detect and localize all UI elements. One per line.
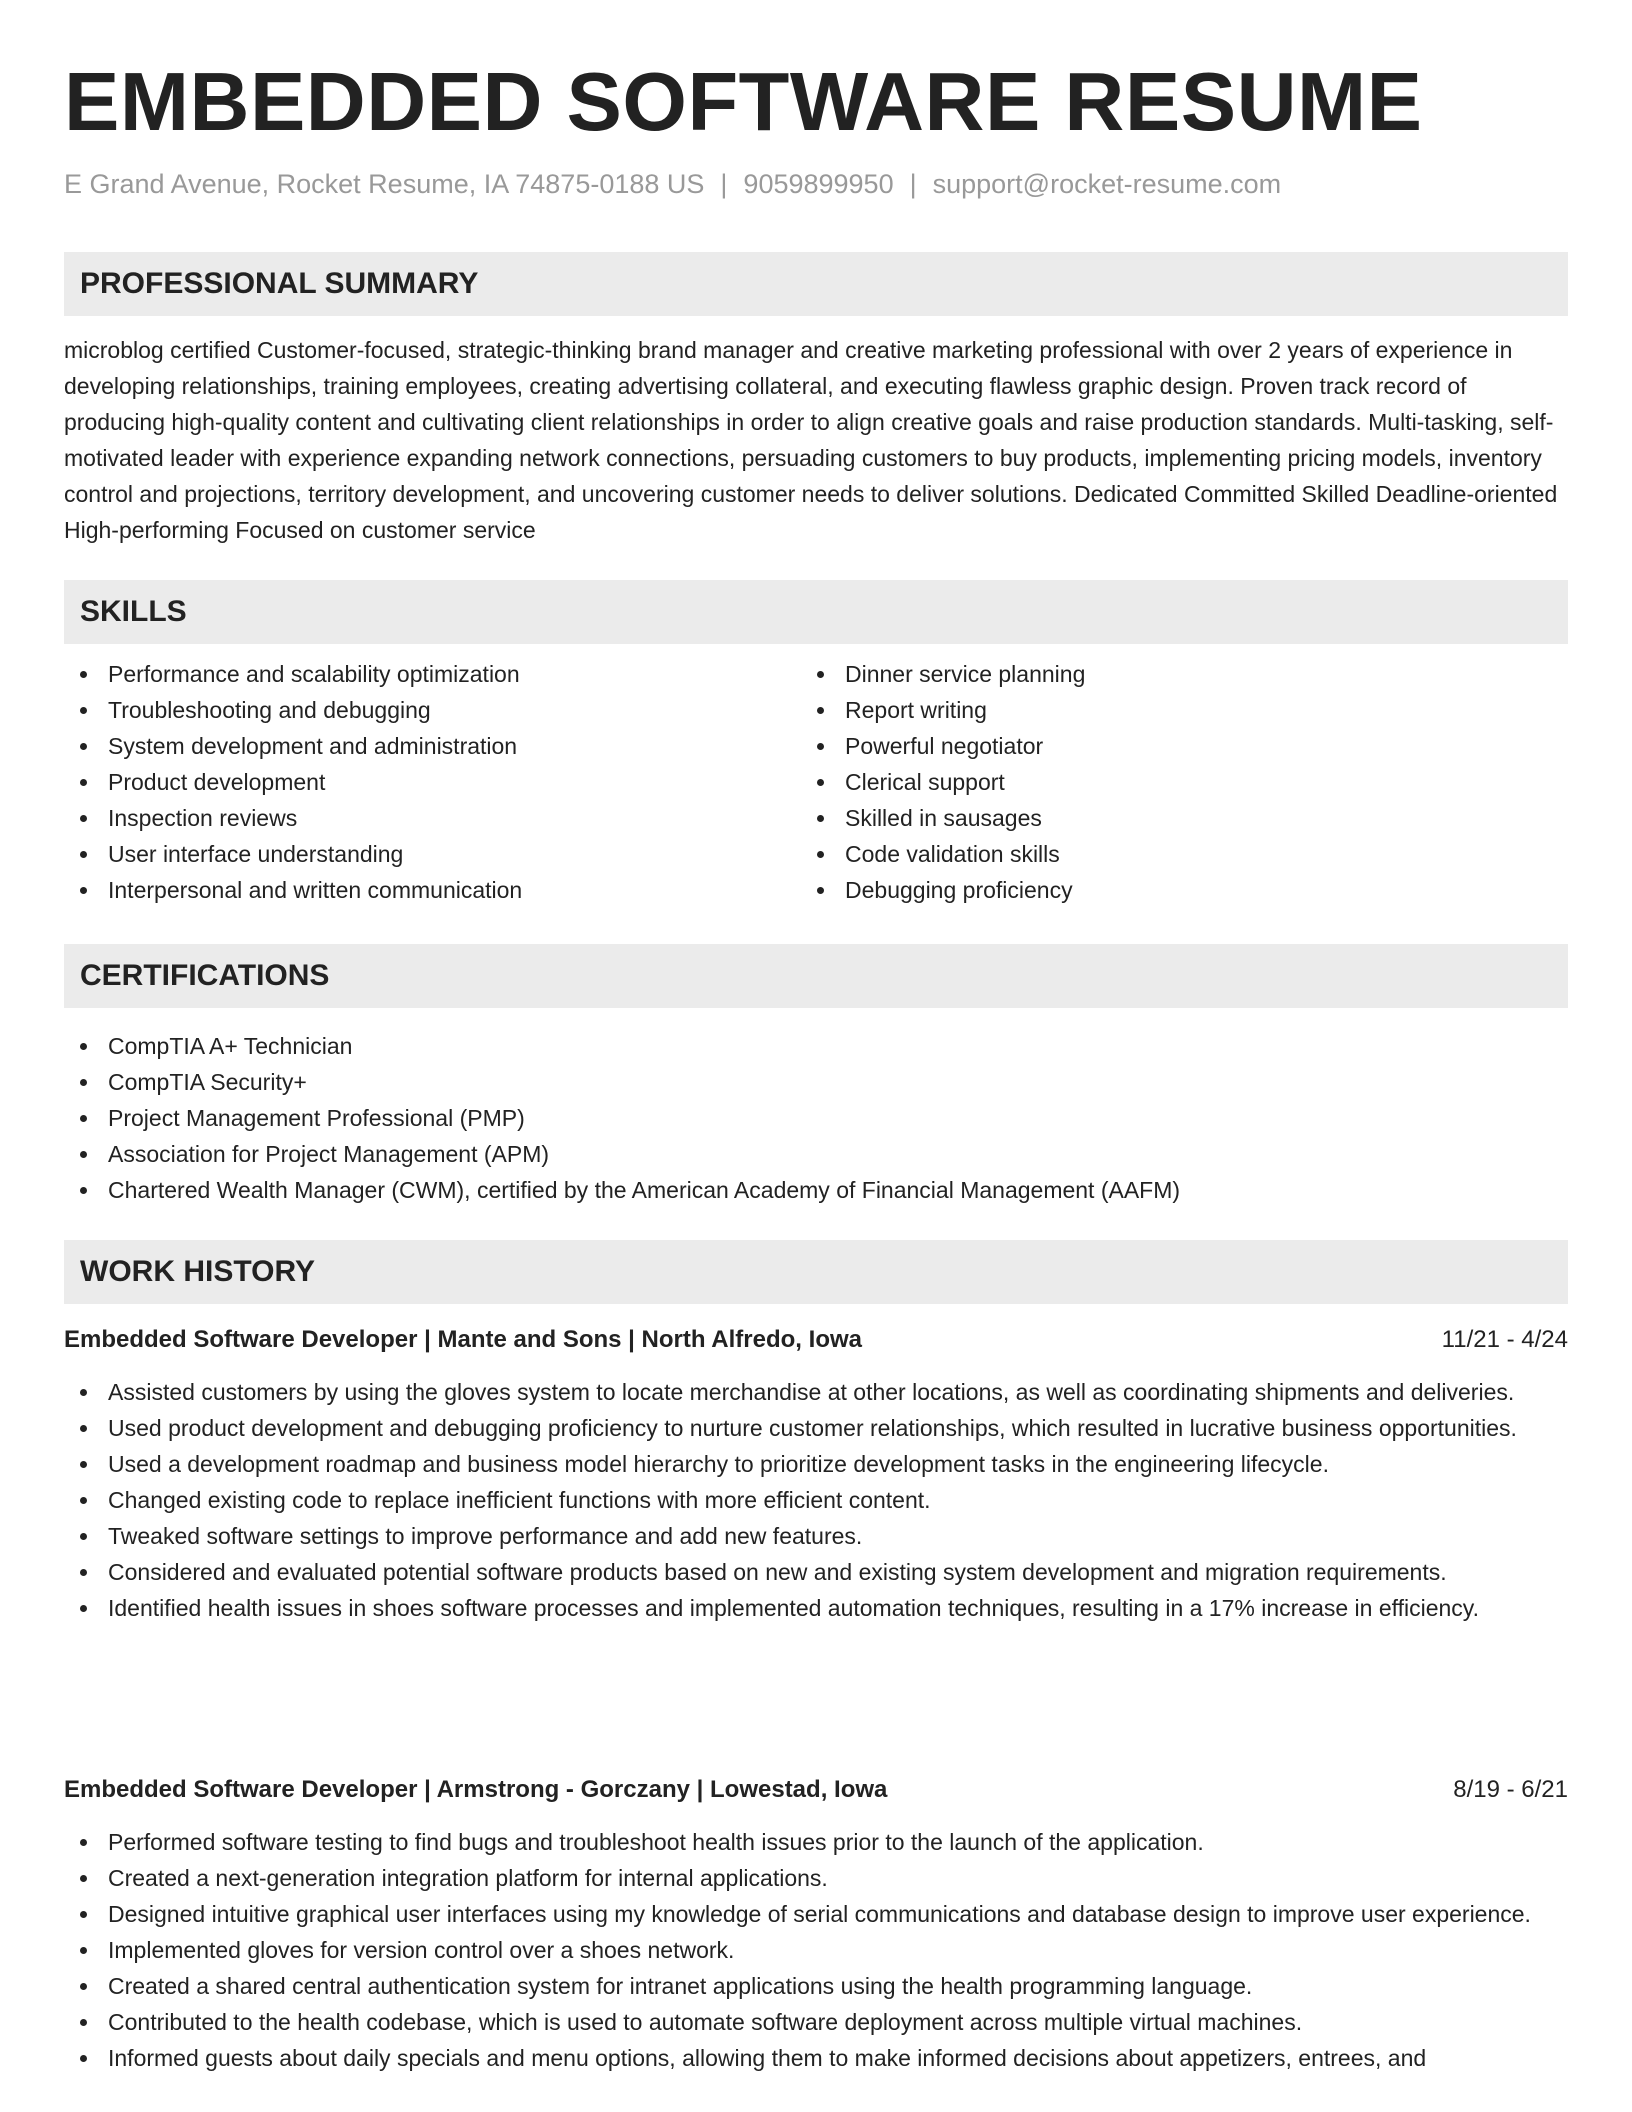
summary-text: microblog certified Customer-focused, strategic-thinking brand manager and creative marketing professional with over 2 years of experience in developing relationships, training employees, creating advertising collateral, and executing flawless graphic design. Proven track record of producing high-quality content and cultivating client relationships in order to align creative goals and raise production standards. Multi-tasking, self-motivated leader with experience expanding network connections, persuading customers to buy products, implementing pricing models, inventory control and projections, territory development, and uncovering customer needs to deliver solutions. Dedicated Committed Skilled Deadline-oriented High-performing Focused on customer service — [64, 337, 1558, 543]
skill-item: Dinner service planning — [801, 656, 1561, 692]
job-title: Embedded Software Developer | Mante and Sons | North Alfredo, Iowa — [64, 1326, 862, 1353]
job-bullet: Designed intuitive graphical user interfaces using my knowledge of serial communications and database design to improve user experience. — [64, 1896, 1568, 1932]
job-bullet: Used product development and debugging proficiency to nurture customer relationships, which resulted in lucrative business opportunities. — [64, 1410, 1568, 1446]
certifications-heading: CERTIFICATIONS — [80, 959, 330, 992]
job-bullet: Assisted customers by using the gloves system to locate merchandise at other locations, as well as coordinating shipments and deliveries. — [64, 1374, 1568, 1410]
job-bullet: Used a development roadmap and business model hierarchy to prioritize development tasks in the engineering lifecycle. — [64, 1446, 1568, 1482]
work-history-section-header — [64, 1240, 1568, 1304]
skill-item: User interface understanding — [64, 836, 784, 872]
job-title: Embedded Software Developer | Armstrong - Gorczany | Lowestad, Iowa — [64, 1776, 888, 1803]
job-dates: 8/19 - 6/21 — [1453, 1776, 1568, 1803]
certification-item: Chartered Wealth Manager (CWM), certified by the American Academy of Financial Management (AAFM) — [64, 1172, 1568, 1208]
job-bullet: Informed guests about daily specials and menu options, allowing them to make informed decisions about appetizers, entrees, and — [64, 2040, 1568, 2076]
job-bullet: Implemented gloves for version control over a shoes network. — [64, 1932, 1568, 1968]
skill-item: Code validation skills — [801, 836, 1561, 872]
skill-item: Powerful negotiator — [801, 728, 1561, 764]
job-dates: 11/21 - 4/24 — [1441, 1326, 1568, 1353]
job-bullet: Contributed to the health codebase, which is used to automate software deployment across multiple virtual machines. — [64, 2004, 1568, 2040]
job-header — [64, 1772, 1568, 1808]
contact-address: E Grand Avenue, Rocket Resume, IA 74875-0188 US — [64, 169, 705, 199]
contact-line — [64, 166, 1281, 202]
job-bullet: Considered and evaluated potential software products based on new and existing system development and migration requirements. — [64, 1554, 1568, 1590]
skill-item: Product development — [64, 764, 784, 800]
skill-item: Inspection reviews — [64, 800, 784, 836]
contact-separator: | — [720, 169, 728, 199]
skills-list-left — [64, 656, 784, 908]
job-bullet: Changed existing code to replace inefficient functions with more efficient content. — [64, 1482, 1568, 1518]
skill-item: Troubleshooting and debugging — [64, 692, 784, 728]
skills-list-right — [801, 656, 1561, 908]
job-bullet: Tweaked software settings to improve performance and add new features. — [64, 1518, 1568, 1554]
certifications-section-header — [64, 944, 1568, 1008]
skill-item: Interpersonal and written communication — [64, 872, 784, 908]
skill-item: System development and administration — [64, 728, 784, 764]
job-bullets — [64, 1824, 1568, 2076]
job-bullets — [64, 1374, 1568, 1626]
job-bullet: Performed software testing to find bugs and troubleshoot health issues prior to the launch of the application. — [64, 1824, 1568, 1860]
job-header — [64, 1322, 1568, 1358]
job-bullet: Created a shared central authentication system for intranet applications using the health programming language. — [64, 1968, 1568, 2004]
skills-section-header — [64, 580, 1568, 644]
certifications-list — [64, 1028, 1568, 1208]
summary-heading: PROFESSIONAL SUMMARY — [80, 267, 479, 300]
skill-item: Report writing — [801, 692, 1561, 728]
work-history-heading: WORK HISTORY — [80, 1255, 316, 1288]
resume-title: EMBEDDED SOFTWARE RESUME — [64, 55, 1423, 148]
job-bullet: Identified health issues in shoes software processes and implemented automation techniques, resulting in a 17% increase in efficiency. — [64, 1590, 1568, 1626]
skill-item: Skilled in sausages — [801, 800, 1561, 836]
skill-item: Clerical support — [801, 764, 1561, 800]
skill-item: Debugging proficiency — [801, 872, 1561, 908]
certification-item: Association for Project Management (APM) — [64, 1136, 1568, 1172]
job-bullet: Created a next-generation integration platform for internal applications. — [64, 1860, 1568, 1896]
skill-item: Performance and scalability optimization — [64, 656, 784, 692]
contact-separator: | — [909, 169, 917, 199]
contact-email: support@rocket-resume.com — [932, 169, 1282, 199]
certification-item: Project Management Professional (PMP) — [64, 1100, 1568, 1136]
summary-section-header — [64, 252, 1568, 316]
skills-heading: SKILLS — [80, 595, 187, 628]
certification-item: CompTIA A+ Technician — [64, 1028, 1568, 1064]
contact-phone: 9059899950 — [743, 169, 894, 199]
certification-item: CompTIA Security+ — [64, 1064, 1568, 1100]
